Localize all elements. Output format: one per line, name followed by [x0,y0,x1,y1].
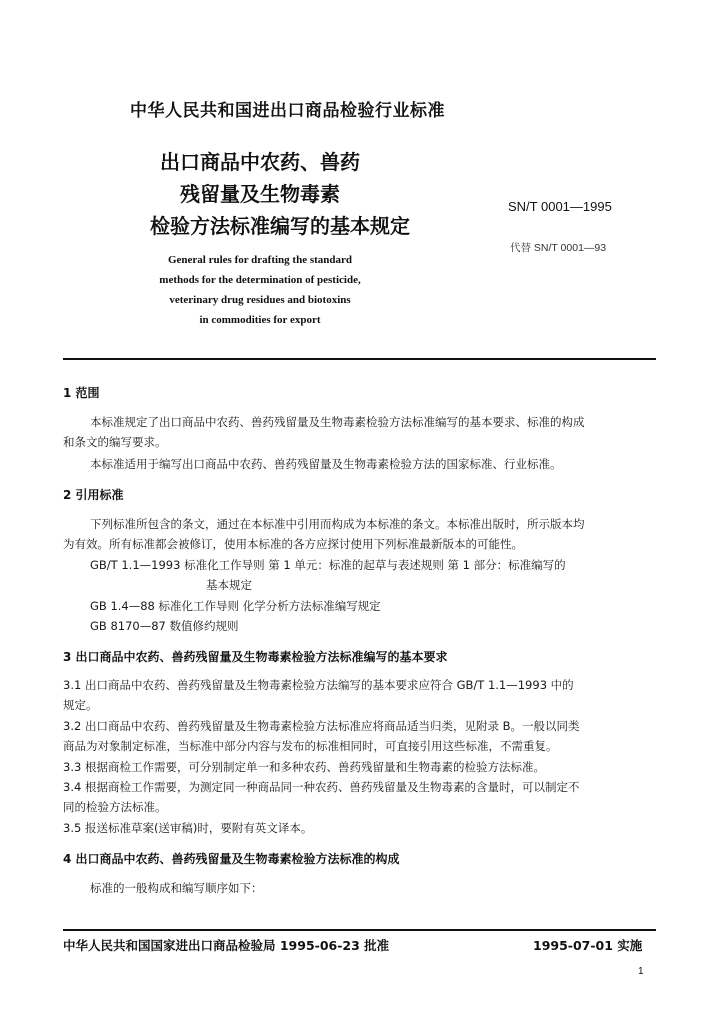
clause-3-2b: 商品为对象制定标准，当标准中部分内容与发布的标准相同时，可直接引用这些标准，不需重复。 [63,739,558,753]
clause-3-1a: 3.1 出口商品中农药、兽药残留量及生物毒素检验方法编写的基本要求应符合 GB/T 1.1—1993 中的 [63,678,574,692]
implementation-date: 1995-07-01 实施 [533,938,643,953]
reference-1a: GB/T 1.1—1993 标准化工作导则 第 1 单元：标准的起草与表述规则 第 1 部分：标准编写的 [90,558,566,572]
approval-line: 中华人民共和国国家进出口商品检验局 1995-06-23 批准 [63,938,390,953]
section-1-heading: 1 范围 [63,386,100,400]
section-1-paragraph-2: 本标准适用于编写出口商品中农药、兽药残留量及生物毒素检验方法的国家标准、行业标准。 [90,457,562,471]
clause-3-1b: 规定。 [63,698,98,712]
english-title-line-1: General rules for drafting the standard [167,254,353,266]
clause-3-4b: 同的检验方法标准。 [63,800,167,814]
section-4-paragraph-1: 标准的一般构成和编写顺序如下： [90,881,263,895]
title-line-2: 残留量及生物毒素 [180,182,340,206]
english-title-line-3: veterinary drug residues and biotoxins [169,294,351,306]
standard-number: SN/T 0001—1995 [508,199,612,214]
reference-2: GB 1.4—88 标准化工作导则 化学分析方法标准编写规定 [90,599,381,613]
section-1-paragraph-1a: 本标准规定了出口商品中农药、兽药残留量及生物毒素检验方法标准编写的基本要求、标准的构成 [90,415,585,429]
section-1-paragraph-1b: 和条文的编写要求。 [63,435,167,449]
section-2-heading: 2 引用标准 [63,488,124,502]
title-line-1: 出口商品中农药、兽药 [160,150,360,174]
section-2-paragraph-1b: 为有效。所有标准都会被修订，使用本标准的各方应探讨使用下列标准最新版本的可能性。 [63,537,523,551]
header-divider [63,358,656,360]
page-number: 1 [638,966,644,977]
replaces-note: 代替 SN/T 0001—93 [510,242,607,254]
section-2-paragraph-1a: 下列标准所包含的条文，通过在本标准中引用而构成为本标准的条文。本标准出版时，所示版本均 [90,517,585,531]
clause-3-4a: 3.4 根据商检工作需要，为测定同一种商品同一种农药、兽药残留量及生物毒素的含量时，可以制定不 [63,780,580,794]
clause-3-5: 3.5 报送标准草案(送审稿)时，要附有英文译本。 [63,821,313,835]
section-4-heading: 4 出口商品中农药、兽药残留量及生物毒素检验方法标准的构成 [63,852,400,866]
reference-3: GB 8170—87 数值修约规则 [90,619,239,633]
english-title-line-4: in commodities for export [199,314,321,326]
clause-3-2a: 3.2 出口商品中农药、兽药残留量及生物毒素检验方法标准应将商品适当归类，见附录 B。一般以同类 [63,719,580,733]
clause-3-3: 3.3 根据商检工作需要，可分别制定单一和多种农药、兽药残留量和生物毒素的检验方法标准。 [63,760,545,774]
footer-divider [63,929,656,931]
standard-type: 中华人民共和国进出口商品检验行业标准 [130,101,445,121]
title-line-3: 检验方法标准编写的基本规定 [150,214,410,238]
english-title-line-2: methods for the determination of pesticide, [159,274,361,286]
section-3-heading: 3 出口商品中农药、兽药残留量及生物毒素检验方法标准编写的基本要求 [63,650,448,664]
reference-1b: 基本规定 [206,578,252,592]
